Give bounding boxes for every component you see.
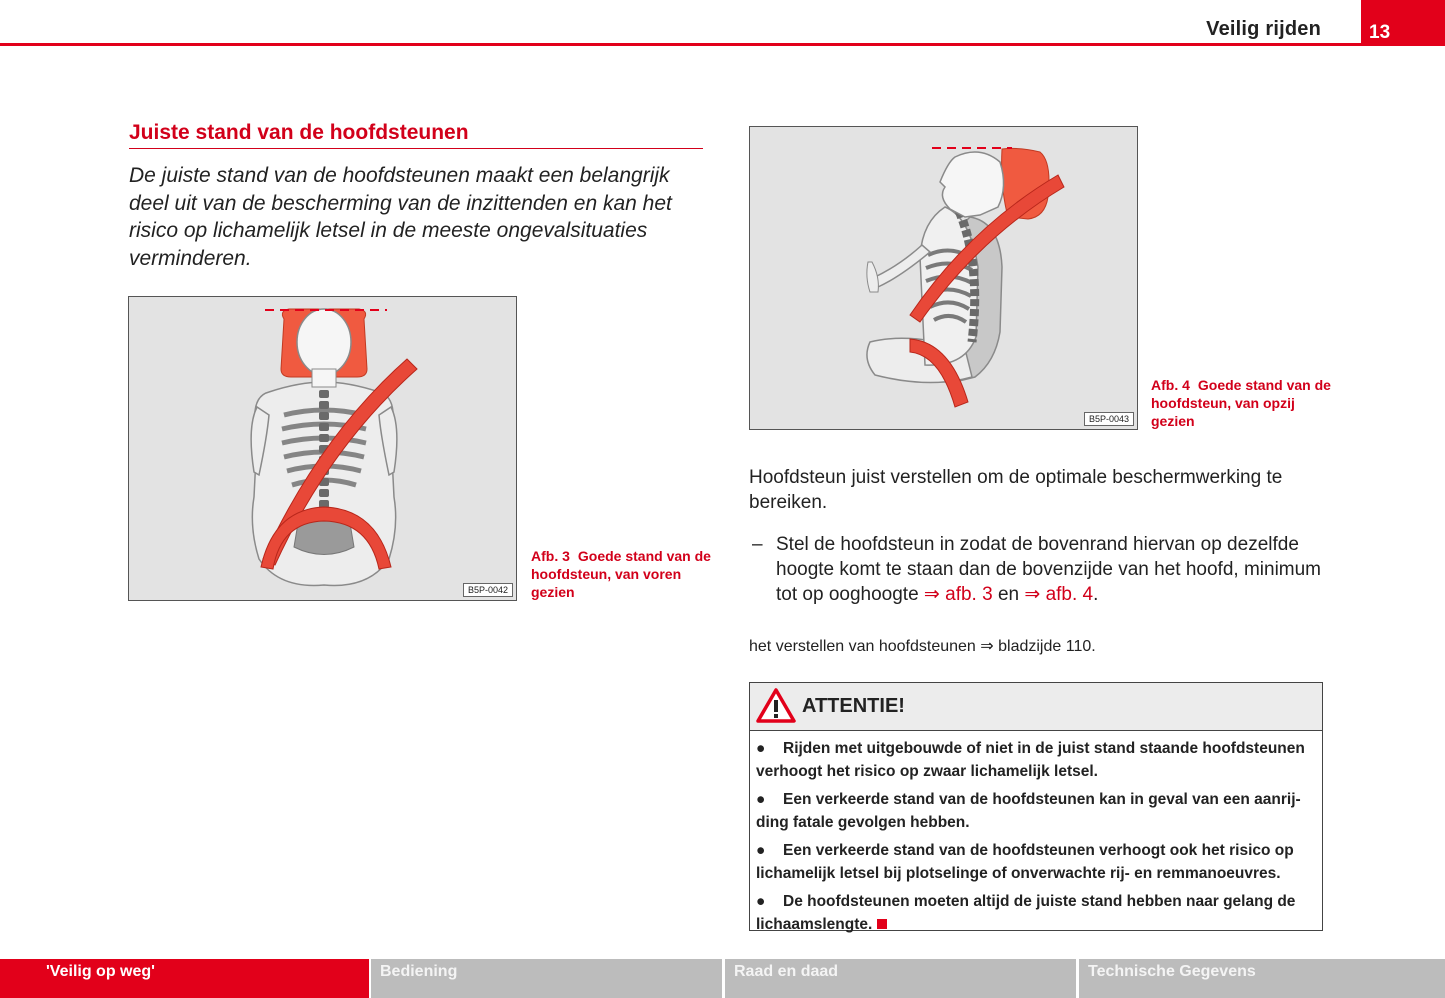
footer-tab-technische-gegevens[interactable]: Technische Gegevens [1079,959,1445,998]
section-title: Juiste stand van de hoofdsteunen [129,121,703,149]
step-text: Stel de hoofdsteun in zodat de bovenrand hiervan op dezelfde hoogte komt te staan dan de bovenzijde van het hoofd, minimum tot op ooghoogte [776,534,1322,605]
figure-caption-text: Goede stand van de hoofdsteun, van voren gezien [531,548,711,600]
warning-item [756,839,1316,885]
figure-3-link[interactable]: ⇒ afb. 3 [923,584,993,605]
header-rule [0,43,1445,46]
page-number: 13 [1361,0,1445,46]
step-dash: – [752,534,763,555]
side-view-illustration [750,127,1138,430]
figure-caption [531,547,711,601]
warning-title: ATTENTIE! [802,695,905,717]
cross-reference-note: het verstellen van hoofdsteunen ⇒ bladzijde 110. [749,638,1096,655]
figure-code: B5P-0042 [463,583,513,597]
figure-caption [1151,376,1331,430]
chapter-title: Veilig rijden [1206,18,1321,40]
body-paragraph: Hoofdsteun juist verstellen om de optimale beschermwerking te bereiken. [749,467,1283,513]
figure-label: Afb. 3 [531,548,570,564]
warning-item [756,737,1316,783]
footer-tab-veilig-op-weg[interactable]: 'Veilig op weg' [0,959,369,998]
warning-item-text: Een verkeerde stand van de hoofdsteunen verhoogt ook het risico op lichamelijk letsel bij plotselinge of onverwachte rij- en remmanoeuvres. [756,842,1294,882]
footer-tab-raad-en-daad[interactable]: Raad en daad [725,959,1076,998]
bullet-icon: ● [756,791,766,808]
section-intro: De juiste stand van de hoofdsteunen maakt een belangrijk deel uit van de bescherming van de inzittenden en kan het risico op lichamelijk letsel in de meeste ongevalsituaties verminderen. [129,164,672,270]
warning-item [756,788,1316,834]
warning-list [750,731,1322,936]
warning-item-text: Rijden met uitgebouwde of niet in de juist stand staande hoofdsteunen verhoogt het risico op zwaar lichamelijk letsel. [756,740,1305,780]
warning-item-text: Een verkeerde stand van de hoofdsteunen kan in geval van een aanrij-ding fatale gevolgen hebben. [756,791,1301,831]
figure-code: B5P-0043 [1084,412,1134,426]
figure-front-view [128,296,517,601]
figure-caption-text: Goede stand van de hoofdsteun, van opzij gezien [1151,377,1331,429]
warning-header [750,683,1322,731]
figure-side-view [749,126,1138,430]
warning-box [749,682,1323,931]
bullet-icon: ● [756,740,766,757]
figure-label: Afb. 4 [1151,377,1190,393]
step-end: . [1093,584,1099,605]
warning-item [756,890,1316,936]
section-end-mark-icon [877,919,887,929]
bullet-icon: ● [756,893,766,910]
step-connector: en [997,584,1020,605]
instruction-step [749,532,1324,607]
warning-item-text: De hoofdsteunen moeten altijd de juiste stand hebben naar gelang de lichaamslengte. [756,893,1296,933]
warning-triangle-icon [756,688,796,724]
front-view-illustration [129,297,517,601]
footer-tab-bediening[interactable]: Bediening [371,959,722,998]
bullet-icon: ● [756,842,766,859]
figure-4-link[interactable]: ⇒ afb. 4 [1024,584,1094,605]
